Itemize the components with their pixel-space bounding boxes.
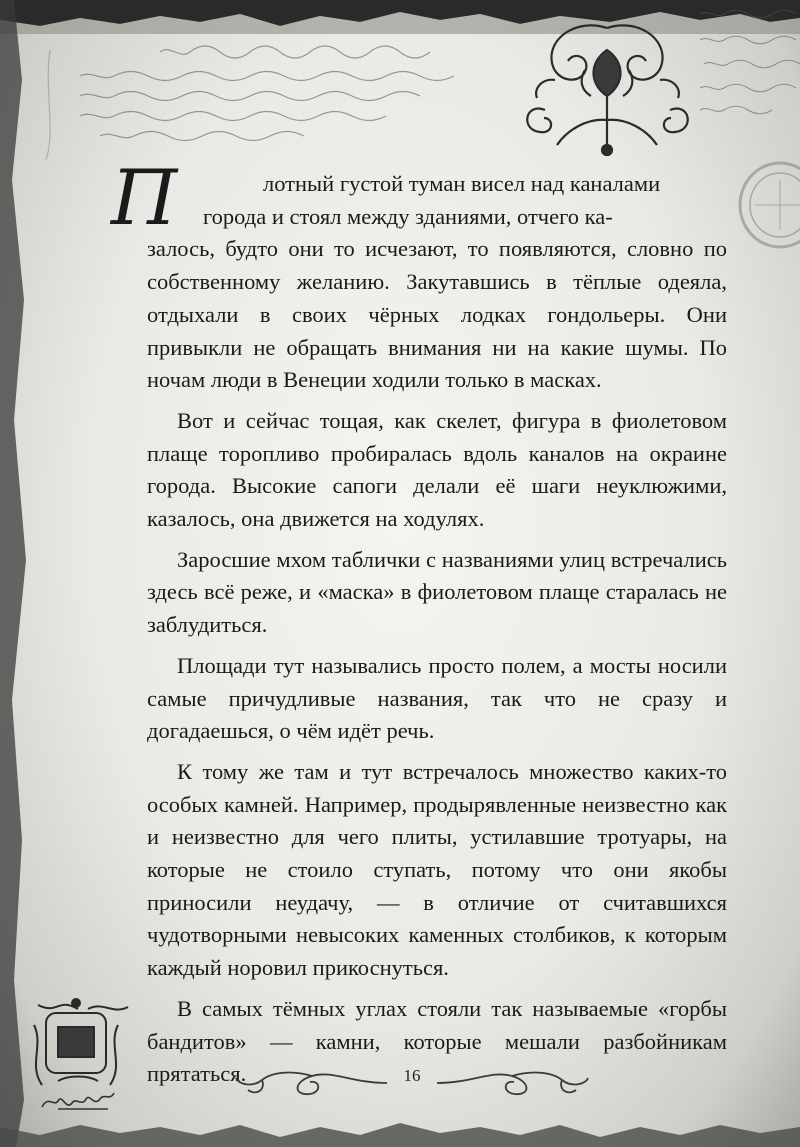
paragraph-1-rest: залось, будто они то исчезают, то появляются, словно по собственному желанию. Закутавшись в тёплые одеяла, отдыхали в своих чёрных лодках гондольеры. Они привыкли не обращать внимания ни на какие шумы. По ночам люди в Венеции ходили только в масках. (147, 236, 727, 393)
margin-handwriting-icon (690, 0, 800, 140)
torn-paper-bottom-edge (0, 1117, 800, 1147)
paragraph-6: В самых тёмных углах стояли так называемые «горбы бандитов» — камни, которые мешали разбойникам прятаться. (147, 995, 727, 1087)
paragraph-5: К тому же там и тут встречалось множество каких-то особых камней. Например, продырявленные неизвестно как и неизвестно для чего плиты, устилавшие тротуары, на которые не стоило ступать, потому что они якобы приносили неудачу, — в отличие от считавшихся чудотворными невысоких каменных столбиков, к которым каждый норовил прикоснуться. (147, 758, 727, 981)
paragraph-1 (111, 153, 727, 397)
swirl-flourish-left-icon (232, 1066, 392, 1100)
paragraph-1-line-2: города и стоял между зданиями, отчего ка- (203, 203, 613, 229)
old-manuscript-handwriting-icon (40, 30, 540, 160)
paragraph-4: Площади тут назывались просто полем, а мосты носили самые причудливые названия, так что не сразу и догадаешься, о чём идёт речь. (147, 652, 727, 744)
torn-paper-left-edge (0, 0, 40, 1147)
baroque-scroll-ornament-icon (515, 10, 700, 160)
paragraph-2: Вот и сейчас тощая, как скелет, фигура в фиолетовом плаще торопливо пробиралась вдоль каналов на окраине города. Высокие сапоги делали её шаги неуклюжими, казалось, она движется на ходулях. (147, 407, 727, 532)
page-number: 16 (403, 1066, 421, 1085)
handwritten-signature-icon (38, 1085, 128, 1115)
story-text (111, 153, 727, 1099)
paragraph-3: Заросшие мхом таблички с названиями улиц встречались здесь всё реже, и «маска» в фиолетовом плаще старалась не заблудиться. (147, 546, 727, 638)
drop-cap: П (111, 153, 178, 242)
ink-stamp-seal-icon (725, 150, 800, 260)
manuscript-corner-ornament-icon (28, 995, 138, 1090)
swirl-flourish-right-icon (432, 1066, 592, 1100)
paragraph-1-line-1: лотный густой туман висел над каналами (263, 171, 661, 196)
